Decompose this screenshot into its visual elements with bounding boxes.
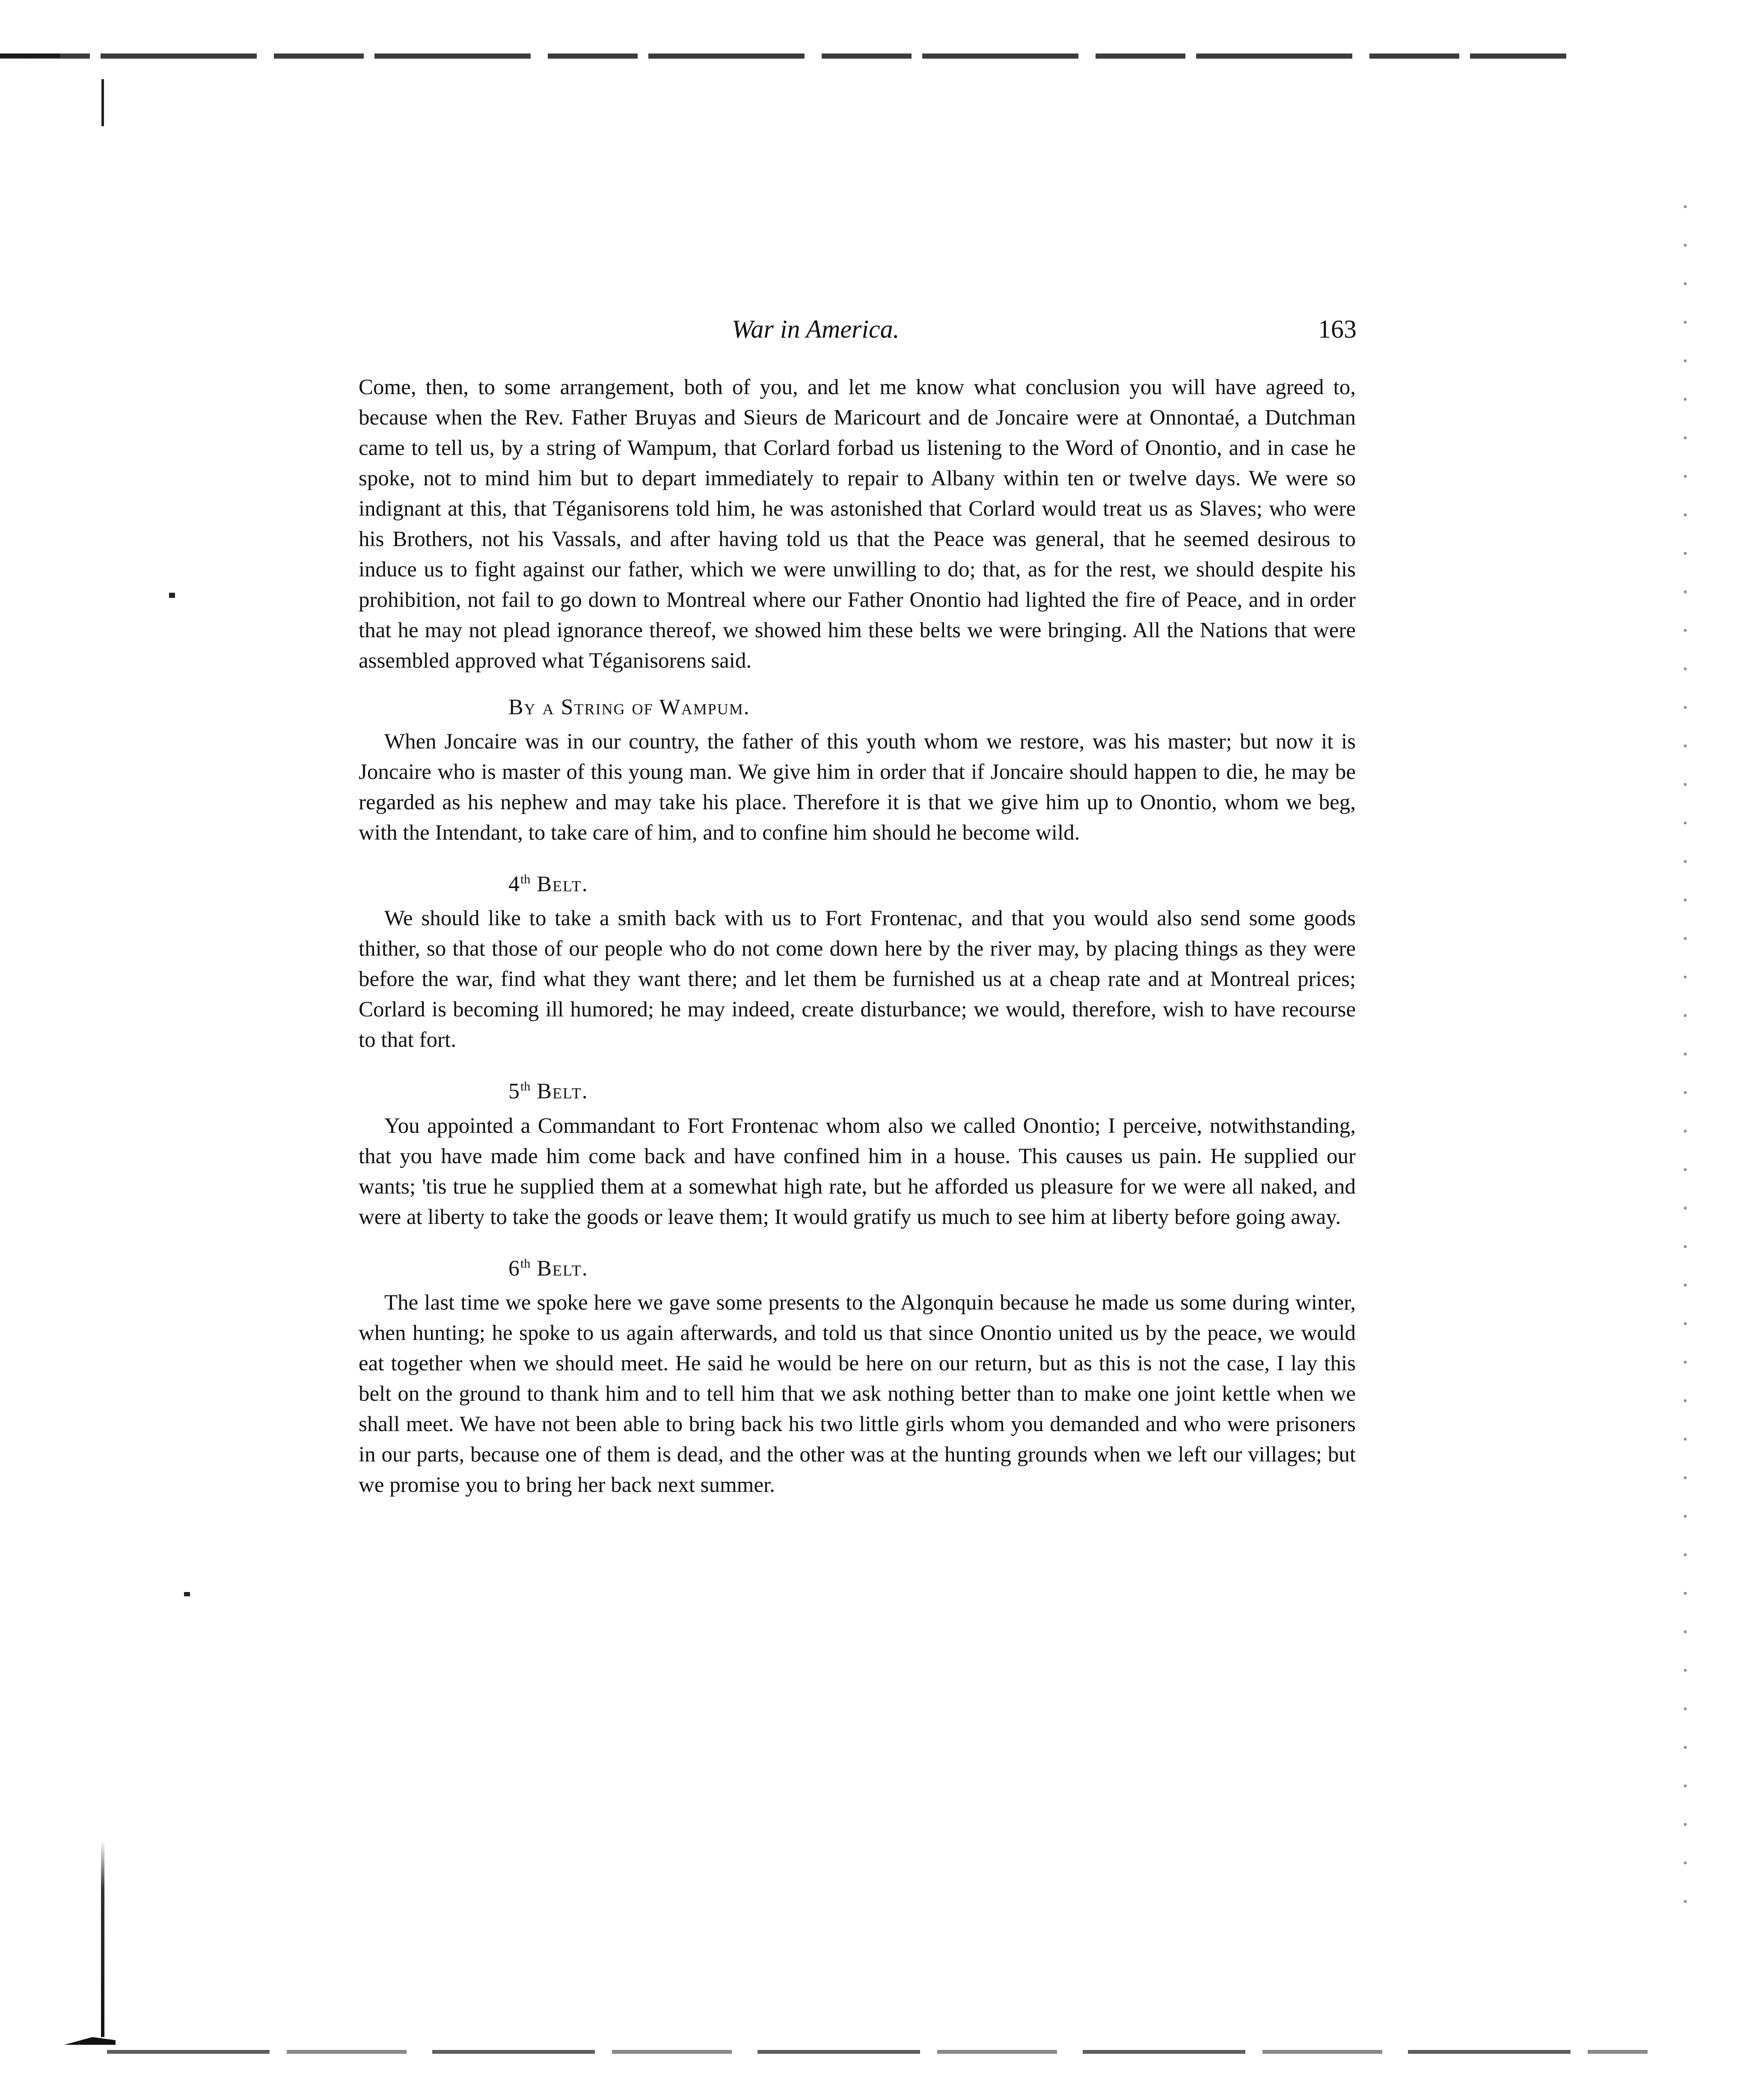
scan-speck — [184, 1592, 190, 1596]
heading-numeral: 5 — [508, 1079, 520, 1104]
running-title: War in America. — [732, 315, 900, 343]
heading-ordinal: th — [520, 1079, 531, 1094]
scan-edge-left — [101, 79, 104, 126]
section-heading-4th-belt — [359, 865, 1356, 898]
scan-edge-bottom — [107, 2050, 1648, 2054]
opening-paragraph: Come, then, to some arrangement, both of you, and let me know what conclusion you will have agreed to, because when the Rev. Father Bruyas and Sieurs de Maricourt and de Joncaire were at Onnontaé, a Dutchman came to tell us, by a string of Wampum, that Corlard forbad us listening to the Word of Onontio, and in case he spoke, not to mind him but to depart immediately to repair to Albany within ten or twelve days. We were so indignant at this, that Téganisorens told him, he was astonished that Corlard would treat us as Slaves; who were his Brothers, not his Vassals, and after having told us that the Peace was general, that he seemed desirous to induce us to fight against our father, which we were unwilling to do; that, as for the rest, we should despite his prohibition, not fail to go down to Montreal where our Father Onontio had lighted the fire of Peace, and in order that he may not plead ignorance thereof, we showed him these belts we were bringing. All the Nations that were assembled approved what Téganisorens said. — [359, 375, 1356, 673]
section-heading-string-of-wampum: By a String of Wampum. — [508, 695, 750, 719]
scan-edge-top — [0, 53, 1566, 59]
page-number: 163 — [1318, 315, 1357, 343]
heading-label: Belt. — [537, 872, 588, 897]
section-heading-6th-belt — [359, 1250, 1356, 1283]
running-head — [355, 315, 1357, 353]
section-heading-5th-belt — [359, 1072, 1356, 1105]
heading-numeral: 4 — [508, 872, 520, 897]
section-paragraph: You appointed a Commandant to Fort Frontenac whom also we called Onontio; I perceive, notwithstanding, that you have made him come back and have confined him in a house. This causes us pain. He supplied our wants; 'tis true he supplied them at a somewhat high rate, but he afforded us pleasure for we were all naked, and were at liberty to take the goods or leave them; It would gratify us much to see him at liberty before going away. — [359, 1114, 1356, 1229]
heading-ordinal: th — [520, 1256, 531, 1271]
heading-numeral: 6 — [508, 1256, 520, 1280]
scan-speck — [169, 593, 175, 598]
heading-label: Belt. — [537, 1079, 588, 1104]
scan-edge-left-foot — [64, 2037, 116, 2045]
heading-label: Belt. — [537, 1256, 588, 1280]
scan-edge-left-bottom — [101, 1840, 104, 2037]
section-paragraph: The last time we spoke here we gave some presents to the Algonquin because he made us some during winter, when hunting; he spoke to us again afterwards, and told us that since Onontio united us by the peace, we would eat together when we should meet. He said he would be here on our return, but as this is not the case, I lay this belt on the ground to thank him and to tell him that we ask nothing better than to make one joint kettle when we shall meet. We have not been able to bring back his two little girls whom you demanded and who were prisoners in our parts, because one of them is dead, and the other was at the hunting grounds when we left our villages; but we promise you to bring her back next summer. — [359, 1290, 1356, 1497]
section-paragraph: When Joncaire was in our country, the father of this youth whom we restore, was his master; but now it is Joncaire who is master of this young man. We give him in order that if Joncaire should happen to die, he may be regarded as his nephew and may take his place. Therefore it is that we give him up to Onontio, whom we beg, with the Intendant, to take care of him, and to confine him should he become wild. — [359, 730, 1356, 845]
section-paragraph: We should like to take a smith back with us to Fort Frontenac, and that you would also send some goods thither, so that those of our people who do not come down here by the river may, by placing things as they were before the war, find what they want there; and let them be furnished us at a cheap rate and at Montreal prices; Corlard is becoming ill humored; he may indeed, create disturbance; we would, therefore, wish to have recourse to that fort. — [359, 906, 1356, 1052]
heading-ordinal: th — [520, 872, 531, 886]
page-body — [359, 372, 1356, 1500]
scan-edge-right — [1684, 205, 1687, 1917]
